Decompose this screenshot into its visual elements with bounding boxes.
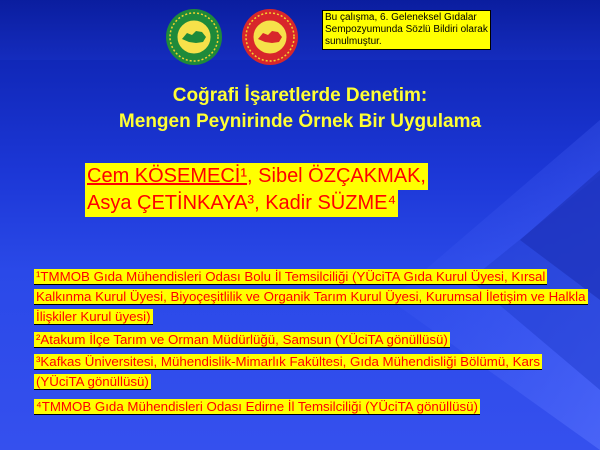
title-line-2: Mengen Peynirinde Örnek Bir Uygulama <box>118 111 482 132</box>
author-3: Asya ÇETİNKAYA³, <box>87 192 260 214</box>
affiliation-1: ¹TMMOB Gıda Mühendisleri Odası Bolu İl Temsilciliği (YÜciTA Gıda Kurul Üyesi, Kırsal Kalkınma Kurul Üyesi, Biyoçeşitlilik ve Organik Tarım Kurul Üyesi, Kurumsal İletişim ve Halkla İlişkiler Kurul üyesi) <box>36 269 586 324</box>
logo-group <box>165 8 299 66</box>
affiliation-3: ³Kafkas Üniversitesi, Mühendislik-Mimarlık Fakültesi, Gıda Mühendisliği Bölümü, Kars (YÜciTA gönüllüsü) <box>36 354 540 389</box>
presentation-note: Bu çalışma, 6. Geleneksel Gıdalar Sempozyumunda Sözlü Bildiri olarak sunulmuştur. <box>322 10 491 50</box>
authors <box>85 163 428 217</box>
title-line-1: Coğrafi İşaretlerde Denetim: <box>172 85 428 106</box>
red-origin-indication-logo-icon <box>241 8 299 66</box>
author-4: Kadir SÜZME⁴ <box>259 192 397 214</box>
author-separator: , <box>247 165 259 187</box>
author-presenter: Cem KÖSEMECİ¹ <box>87 165 248 187</box>
green-geographical-indication-logo-icon <box>165 8 223 66</box>
authors-line-1 <box>85 163 428 190</box>
affiliation-4: ⁴TMMOB Gıda Mühendisleri Odası Edirne İl Temsilciliği (YÜciTA gönüllüsü) <box>36 399 478 414</box>
authors-line-2 <box>85 190 398 217</box>
affiliation-2: ²Atakum İlçe Tarım ve Orman Müdürlüğü, Samsun (YÜciTA gönüllüsü) <box>36 332 448 347</box>
author-2: Sibel ÖZÇAKMAK, <box>258 165 426 187</box>
